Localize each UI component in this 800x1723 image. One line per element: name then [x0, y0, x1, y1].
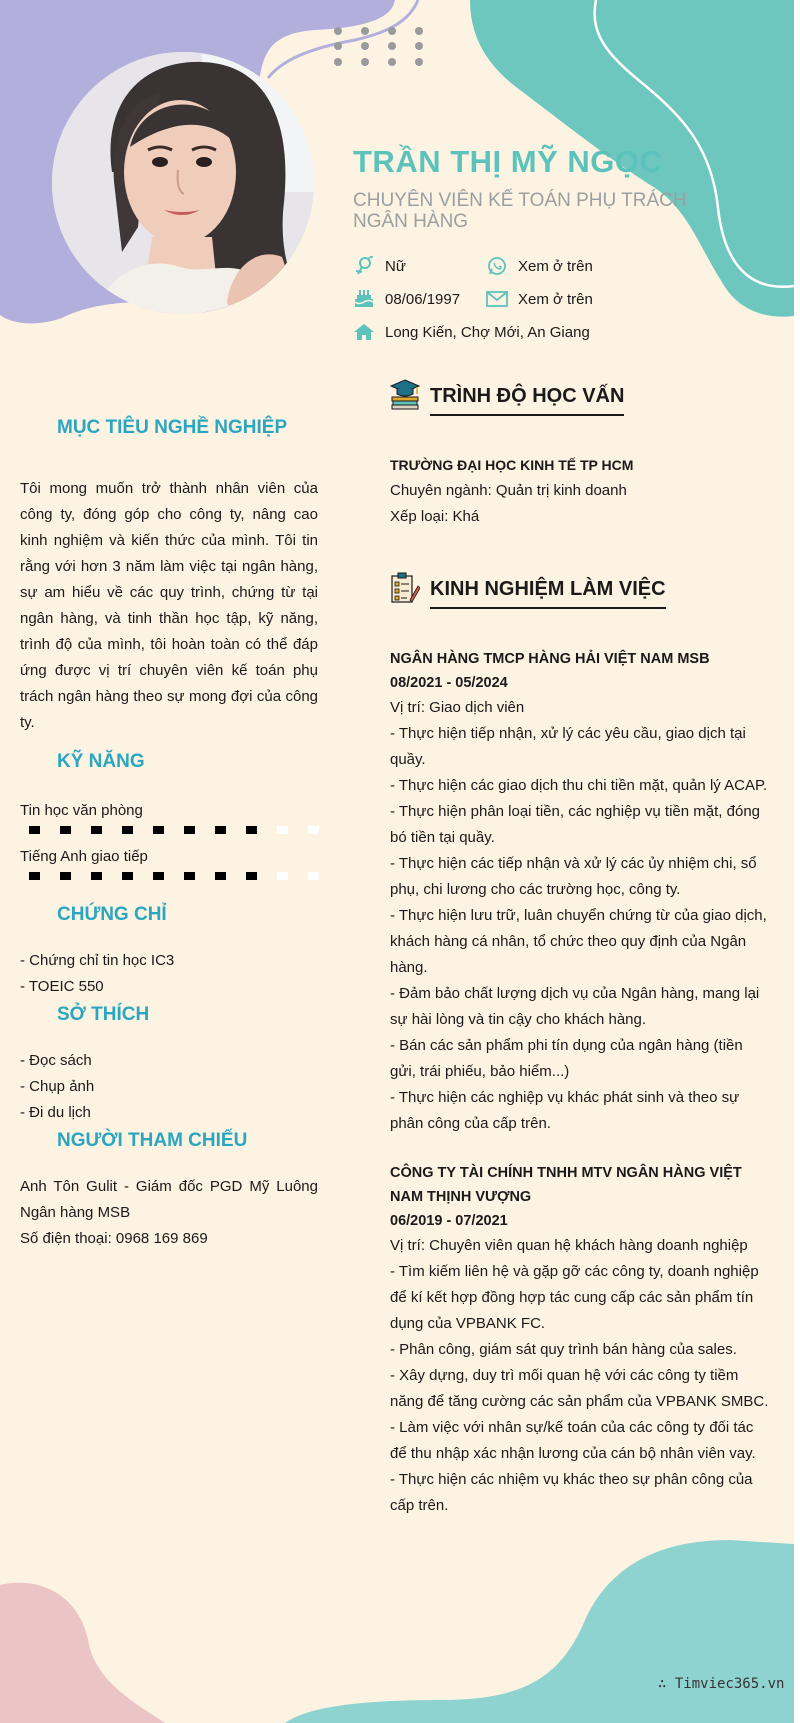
reference-text: [20, 1174, 318, 1252]
job-task: - Thực hiện các nghiệp vụ khác phát sinh và theo sự phân công của cấp trên.: [390, 1089, 740, 1132]
birthday-cake-icon: [353, 289, 375, 309]
certificates-heading: CHỨNG CHỈ: [57, 904, 167, 925]
education-details: [390, 452, 770, 530]
job-task: - Xây dựng, duy trì mối quan hệ với các công ty tiềm năng để tăng cường các sản phẩm của VPBANK SMBC.: [390, 1367, 769, 1410]
list-item: - Chụp ảnh: [20, 1078, 95, 1095]
graduation-cap-icon: [390, 378, 420, 415]
reference-phone: Số điện thoại: 0968 169 869: [20, 1230, 208, 1247]
job-task: - Thực hiện các giao dịch thu chi tiền mặt, quản lý ACAP.: [390, 777, 768, 794]
skill-label: Tin học văn phòng: [20, 802, 143, 819]
gender-row: [353, 256, 406, 276]
list-item: - TOEIC 550: [20, 978, 104, 995]
hobbies-heading: SỞ THÍCH: [57, 1004, 150, 1025]
job-entry: [390, 1161, 770, 1519]
email-value: Xem ở trên: [518, 290, 593, 308]
profile-photo: [52, 52, 314, 314]
job-company: NGÂN HÀNG TMCP HÀNG HẢI VIỆT NAM MSB: [390, 651, 710, 667]
phone-row: [486, 256, 593, 276]
objective-text: Tôi mong muốn trở thành nhân viên của công ty, đóng góp cho công ty, nâng cao kinh nghiệm và kiến thức của mình. Tôi tin rằng với hơn 3 năm làm việc tại ngân hàng, sự am hiểu về các quy trình, chứng từ tại ngân hàng, và tinh thần học tập, kỹ năng, trình độ của mình, tôi hoàn toàn có thể đáp ứng được vị trí chuyên viên kế toán phụ trách ngân hàng theo sự mong đợi của công ty.: [20, 480, 318, 731]
pink-blob: [0, 1583, 165, 1723]
job-entry: [390, 647, 770, 1137]
job-company: CÔNG TY TÀI CHÍNH TNHH MTV NGÂN HÀNG VIỆT NAM THỊNH VƯỢNG: [390, 1165, 742, 1205]
address-row: [353, 322, 590, 342]
job-task: - Tìm kiếm liên hệ và gặp gỡ các công ty, doanh nghiệp để kí kết hợp đồng hợp tác cung cấp các sản phẩm tín dụng của VPBANK FC.: [390, 1263, 759, 1332]
job-position: Vị trí: Chuyên viên quan hệ khách hàng doanh nghiệp: [390, 1237, 748, 1254]
gender-value: Nữ: [385, 257, 406, 275]
job-period: 06/2019 - 07/2021: [390, 1213, 508, 1229]
experience-list: [390, 647, 770, 1519]
job-task: - Thực hiện các nhiệm vụ khác theo sự phân công của cấp trên.: [390, 1471, 753, 1514]
list-item: - Đi du lịch: [20, 1104, 91, 1121]
reference-person: Anh Tôn Gulit - Giám đốc PGD Mỹ Luông Ngân hàng MSB: [20, 1178, 318, 1221]
phone-value: Xem ở trên: [518, 257, 593, 275]
phone-icon: [486, 256, 508, 276]
certificate-list: [20, 948, 318, 1000]
candidate-title: CHUYÊN VIÊN KẾ TOÁN PHỤ TRÁCH NGÂN HÀNG: [353, 190, 687, 232]
candidate-name: TRẦN THỊ MỸ NGỌC: [353, 144, 663, 179]
portrait-illustration: [52, 52, 314, 314]
job-task: - Thực hiện phân loại tiền, các nghiệp vụ tiền mặt, đóng bó tiền tại quầy.: [390, 803, 760, 846]
objective-heading: MỤC TIÊU NGHỀ NGHIỆP: [57, 417, 288, 438]
address-value: Long Kiến, Chợ Mới, An Giang: [385, 323, 590, 341]
home-icon: [353, 322, 375, 342]
teal-bottom-blob: [285, 1540, 794, 1723]
education-grade: Xếp loại: Khá: [390, 508, 480, 525]
references-heading: NGƯỜI THAM CHIẾU: [57, 1130, 248, 1151]
birthday-value: 08/06/1997: [385, 290, 461, 308]
work-checklist-icon: [390, 572, 420, 609]
job-task: - Thực hiện lưu trữ, luân chuyển chứng từ của giao dịch, khách hàng cá nhân, tổ chức theo quy định của Ngân hàng.: [390, 907, 767, 976]
skill-level-bar: [20, 872, 320, 880]
skills-heading: KỸ NĂNG: [57, 751, 145, 772]
email-row: [486, 289, 593, 309]
job-period: 08/2021 - 05/2024: [390, 675, 508, 691]
education-heading: TRÌNH ĐỘ HỌC VẤN: [430, 385, 624, 416]
education-major: Chuyên ngành: Quản trị kinh doanh: [390, 482, 627, 499]
job-task: - Bán các sản phẩm phi tín dụng của ngân hàng (tiền gửi, trái phiếu, bảo hiểm...): [390, 1037, 743, 1080]
email-icon: [486, 289, 508, 309]
hobby-list: [20, 1048, 318, 1126]
job-task: - Thực hiện tiếp nhận, xử lý các yêu cầu, giao dịch tại quầy.: [390, 725, 746, 768]
job-task: - Đảm bảo chất lượng dịch vụ của Ngân hàng, mang lại sự hài lòng và tin cậy cho khách hàng.: [390, 985, 760, 1028]
watermark: ∴ Timviec365.vn: [658, 1676, 785, 1692]
job-position: Vị trí: Giao dịch viên: [390, 699, 525, 716]
skill-level-bar: [20, 826, 320, 834]
job-task: - Thực hiện các tiếp nhận và xử lý các ủy nhiệm chi, sổ phụ, chi lương cho các trường học, công ty.: [390, 855, 757, 898]
skill-label: Tiếng Anh giao tiếp: [20, 848, 148, 865]
list-item: - Đọc sách: [20, 1052, 92, 1069]
gender-icon: [353, 256, 375, 276]
job-task: - Phân công, giám sát quy trình bán hàng của sales.: [390, 1341, 737, 1358]
birthday-row: [353, 289, 460, 309]
school-name: TRƯỜNG ĐẠI HỌC KINH TẾ TP HCM: [390, 457, 634, 473]
experience-heading: KINH NGHIỆM LÀM VIỆC: [430, 578, 666, 609]
job-task: - Làm việc với nhân sự/kế toán của các công ty đối tác để thu nhập xác nhận lương của cán bộ nhân viên vay.: [390, 1419, 756, 1462]
list-item: - Chứng chỉ tin học IC3: [20, 952, 175, 969]
